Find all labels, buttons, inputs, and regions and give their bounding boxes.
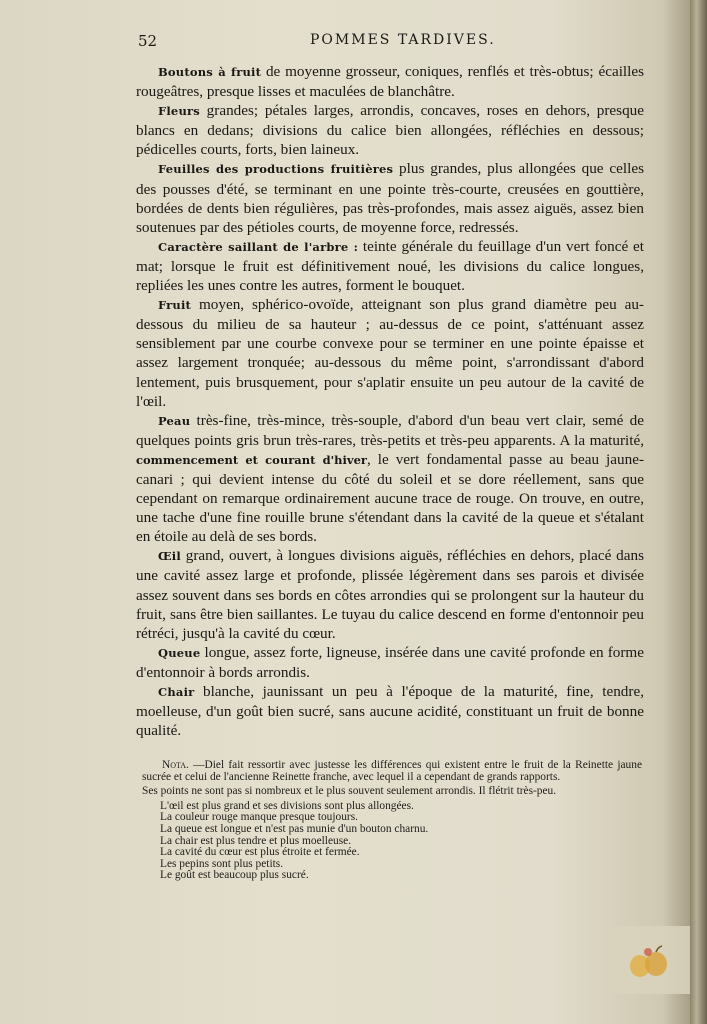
- binding-edge: [690, 0, 707, 1024]
- note-item: La couleur rouge manque presque toujours.: [160, 811, 359, 824]
- note-intro: [142, 760, 642, 783]
- paragraph-caractere: [136, 237, 644, 295]
- paragraph-fruit: [136, 295, 644, 411]
- paragraph-lead: Boutons à fruit: [158, 65, 262, 79]
- running-title: POMMES TARDIVES.: [310, 32, 496, 48]
- description-body: [136, 62, 644, 740]
- page-header: [138, 32, 658, 54]
- note-item: La chair est plus tendre et plus moelleuse.: [160, 834, 352, 847]
- paragraph-text: plus grandes, plus allongées que celles des pousses d'été, se terminant en une pointe très-courte, creusées en gouttière, bordées de dents bien régulières, pas très-profondes, mais assez aiguës, assez bien soutenues par des pétioles courts, de moyenne force, redressés.: [136, 160, 644, 236]
- footnote-nota: [142, 760, 642, 882]
- paragraph-text: teinte générale du feuillage d'un vert foncé et mat; lorsque le fruit est définitivement noué, les divisions du calice longues, repliées les unes contre les autres, forment le bouquet.: [136, 237, 644, 295]
- paragraph-queue: [136, 643, 644, 682]
- note-item: La queue est longue et n'est pas munie d'un bouton charnu.: [160, 822, 429, 835]
- paragraph-boutons: [136, 62, 644, 101]
- apple-stamp-icon: [626, 942, 672, 982]
- paragraph-text: de moyenne grosseur, coniques, renflés et très-obtus; écailles rougeâtres, presque lisses et maculées de blanchâtre.: [136, 63, 645, 101]
- paragraph-lead: Queue: [158, 645, 201, 660]
- paragraph-text: , le vert fondamental passe au beau jaune-canari ; qui devient intense du côté du soleil et se dore réellement, sans que cependant on remarque ordinairement aucune trace de rouge. On trouve, en outre, une tache d'une fine rouille brune s'étendant dans la cavité de la queue et s'étalant en étoile au delà de ses bords.: [136, 450, 645, 546]
- note-label: Nota.: [162, 759, 189, 771]
- paragraph-text: longue, assez forte, ligneuse, insérée dans une cavité profonde en forme d'entonnoir à bords arrondis.: [136, 643, 644, 681]
- paragraph-chair: [136, 682, 644, 740]
- paragraph-lead: Fruit: [158, 298, 192, 313]
- paragraph-text: très-fine, très-mince, très-souple, d'abord d'un beau vert clair, semé de quelques points gris brun très-rares, très-petits et très-peu apparents. A la maturité,: [136, 411, 644, 449]
- note-item: L'œil est plus grand et ses divisions sont plus allongées.: [160, 799, 414, 812]
- paragraph-lead: Caractère saillant de l'arbre :: [158, 239, 359, 254]
- page-number: 52: [138, 32, 158, 50]
- note-item: Le goût est beaucoup plus sucré.: [160, 869, 309, 882]
- paragraph-lead: Feuilles des productions fruitières: [158, 162, 394, 177]
- paragraph-feuilles: [136, 159, 644, 236]
- note-item: La cavité du cœur est plus étroite et fermée.: [160, 846, 360, 859]
- note-intro-text: —Diel fait ressortir avec justesse les différences qui existent entre le fruit de la Reinette jaune sucrée et celui de l'ancienne Reinette franche, avec lequel il a cependant de grands rapports.: [142, 759, 642, 783]
- paragraph-text: grandes; pétales larges, arrondis, concaves, roses en dehors, presque blancs en dedans; divisions du calice bien allongées, réfléchies en dessous; pédicelles courts, forts, bien laineux.: [136, 102, 644, 159]
- paragraph-lead: Œil: [158, 549, 181, 564]
- paragraph-text: moyen, sphérico-ovoïde, atteignant son plus grand diamètre peu au-dessous du milieu de sa hauteur ; au-dessus de ce point, s'atténuant assez sensiblement par une courbe convexe pour se terminer en une pointe épaisse et assez largement tronquée; au-dessous du même point, s'arrondissant d'abord lentement, puis brusquement, pour s'aplatir ensuite un peu autour de la cavité de l'œil.: [136, 296, 644, 410]
- season-phrase: commencement et courant d'hiver: [136, 452, 367, 467]
- paragraph-peau: [136, 411, 644, 547]
- paragraph-lead: Fleurs: [158, 104, 200, 119]
- paragraph-oeil: [136, 546, 644, 642]
- paragraph-lead: Chair: [158, 685, 195, 699]
- paragraph-text: blanche, jaunissant un peu à l'époque de la maturité, fine, tendre, moelleuse, d'un goût bien sucré, sans aucune acidité, constituant un fruit de bonne qualité.: [136, 683, 644, 740]
- note-second: Ses points ne sont pas si nombreux et le plus souvent seulement arrondis. Il flétrit très-peu.: [142, 785, 557, 798]
- paragraph-text: grand, ouvert, à longues divisions aiguës, réfléchies en dehors, placé dans une cavité assez large et profonde, plissée légèrement dans ses parois et divisée assez souvent dans ses bords en côtes arrondies qui se prolongent sur la hauteur du fruit, sans être bien saillantes. Le tuyau du calice descend en forme d'entonnoir peu rétréci, jusqu'à la cavité du cœur.: [136, 547, 644, 642]
- paragraph-fleurs: [136, 101, 644, 159]
- paragraph-lead: Peau: [158, 413, 191, 428]
- note-item: Les pepins sont plus petits.: [160, 857, 284, 870]
